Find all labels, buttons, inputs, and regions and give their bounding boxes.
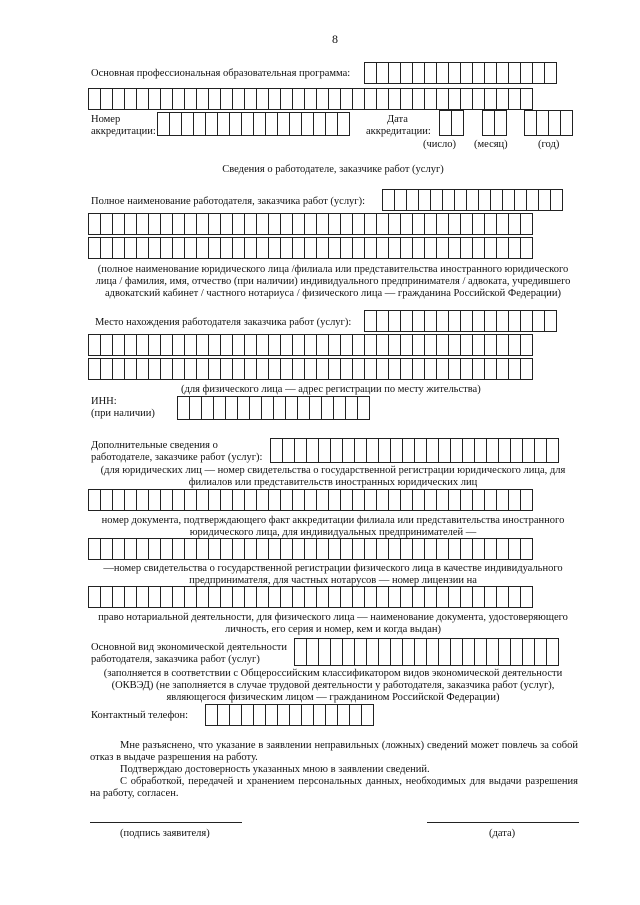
program-cells-row-1[interactable] — [364, 62, 556, 84]
input-cell[interactable] — [560, 110, 573, 136]
day-caption: (число) — [423, 139, 457, 150]
extra-info-cells-row-4[interactable] — [88, 586, 532, 608]
employer-full-name-cells-row-1[interactable] — [382, 189, 562, 211]
extra-info-cells-row-3[interactable] — [88, 538, 532, 560]
program-label: Основная профессиональная образовательная программа: — [91, 68, 351, 79]
signature-line[interactable] — [90, 822, 242, 823]
signature-caption: (подпись заявителя) — [120, 828, 210, 839]
declaration-accuracy: Подтверждаю достоверность указанных мною в заявлении сведений. — [120, 764, 430, 775]
input-cell[interactable] — [544, 310, 557, 332]
activity-label-2: работодателя, заказчика работ (услуг) — [91, 654, 260, 665]
accreditation-date-label-2: аккредитации: — [366, 126, 431, 137]
accreditation-date-label-1: Дата — [387, 114, 408, 125]
employer-location-label: Место нахождения работодателя заказчика работ (услуг): — [95, 317, 352, 328]
page-number: 8 — [332, 32, 338, 46]
extra-info-note-1: (для юридических лиц — номер свидетельства о государственной регистрации юридического лица, для филиалов или представительств иностранных юридических лиц — [100, 465, 566, 488]
phone-label: Контактный телефон: — [91, 710, 189, 721]
extra-info-note-3: —номер свидетельства о государственной регистрации физического лица в качестве индивидуального предпринимателя, для частных нотарусов — номер лицензии на — [103, 563, 563, 586]
extra-info-cells-row-1[interactable] — [270, 438, 558, 463]
input-cell[interactable] — [520, 586, 533, 608]
extra-info-label-2: работодателе, заказчике работ (услуг): — [91, 452, 263, 463]
employer-full-name-label: Полное наименование работодателя, заказчика работ (услуг): — [91, 196, 366, 207]
input-cell[interactable] — [520, 538, 533, 560]
activity-note: (заполняется в соответствии с Общероссийским классификатором видов экономической деятельности (ОКВЭД) (не заполняется в случае трудовой деятельности у работодателя, заказчика работ (услуг), являющегося физическим лицом — гражданином Российской Федерации) — [103, 668, 563, 703]
input-cell[interactable] — [357, 396, 370, 420]
employer-location-cells-row-3[interactable] — [88, 358, 532, 380]
inn-optional-label: (при наличии) — [91, 408, 155, 419]
accreditation-year-cells[interactable] — [524, 110, 572, 136]
date-line[interactable] — [427, 822, 579, 823]
activity-label-1: Основной вид экономической деятельности — [91, 642, 288, 653]
declaration-false-info: Мне разъяснено, что указание в заявлении неправильных (ложных) сведений может повлечь за собой отказ в выдаче разрешения на работу. — [90, 740, 578, 763]
input-cell[interactable] — [520, 334, 533, 356]
employer-full-name-cells-row-3[interactable] — [88, 237, 532, 259]
employer-full-name-cells-row-2[interactable] — [88, 213, 532, 235]
activity-cells[interactable] — [294, 638, 558, 666]
input-cell[interactable] — [546, 438, 559, 463]
program-cells-row-2[interactable] — [88, 88, 532, 110]
input-cell[interactable] — [337, 112, 350, 136]
input-cell[interactable] — [361, 704, 374, 726]
accreditation-month-cells[interactable] — [482, 110, 506, 136]
input-cell[interactable] — [544, 62, 557, 84]
input-cell[interactable] — [520, 88, 533, 110]
year-caption: (год) — [538, 139, 560, 150]
input-cell[interactable] — [520, 213, 533, 235]
input-cell[interactable] — [520, 358, 533, 380]
input-cell[interactable] — [550, 189, 563, 211]
phone-cells[interactable] — [205, 704, 373, 726]
input-cell[interactable] — [520, 489, 533, 511]
extra-info-note-2: номер документа, подтверждающего факт аккредитации филиала или представительства иностранного юридического лица, для индивидуальных предпринимателей — — [101, 515, 565, 538]
employer-location-note: (для физического лица — адрес регистрации по месту жительства) — [181, 384, 481, 395]
employer-location-cells-row-2[interactable] — [88, 334, 532, 356]
accreditation-number-label-2: аккредитации: — [91, 126, 156, 137]
input-cell[interactable] — [520, 237, 533, 259]
extra-info-label-1: Дополнительные сведения о — [91, 440, 218, 451]
employer-section-heading: Сведения о работодателе, заказчике работ (услуг) — [222, 164, 444, 175]
extra-info-note-4: право нотариальной деятельности, для физического лица — наименование документа, удостоверяющего личность, его серия и номер, кем и когда выдан) — [98, 612, 568, 635]
accreditation-day-cells[interactable] — [439, 110, 463, 136]
inn-cells[interactable] — [177, 396, 369, 420]
employer-full-name-note: (полное наименование юридического лица /филиала или представительства иностранного юридического лица / фамилия, имя, отчество (при наличии) индивидуального предпринимателя / адвоката, учредившего адвокатский кабинет / частного нотариуса / физического лица — гражданина Российской Федерации) — [95, 264, 571, 299]
input-cell[interactable] — [451, 110, 464, 136]
input-cell[interactable] — [546, 638, 559, 666]
date-caption: (дата) — [489, 828, 516, 839]
accreditation-number-label-1: Номер — [91, 114, 121, 125]
declaration-personal-data-consent: С обработкой, передачей и хранением персональных данных, необходимых для выдачи разрешения на работу, согласен. — [90, 776, 578, 799]
input-cell[interactable] — [494, 110, 507, 136]
inn-label: ИНН: — [91, 396, 117, 407]
month-caption: (месяц) — [474, 139, 508, 150]
employer-location-cells-row-1[interactable] — [364, 310, 556, 332]
extra-info-cells-row-2[interactable] — [88, 489, 532, 511]
accreditation-number-cells[interactable] — [157, 112, 349, 136]
